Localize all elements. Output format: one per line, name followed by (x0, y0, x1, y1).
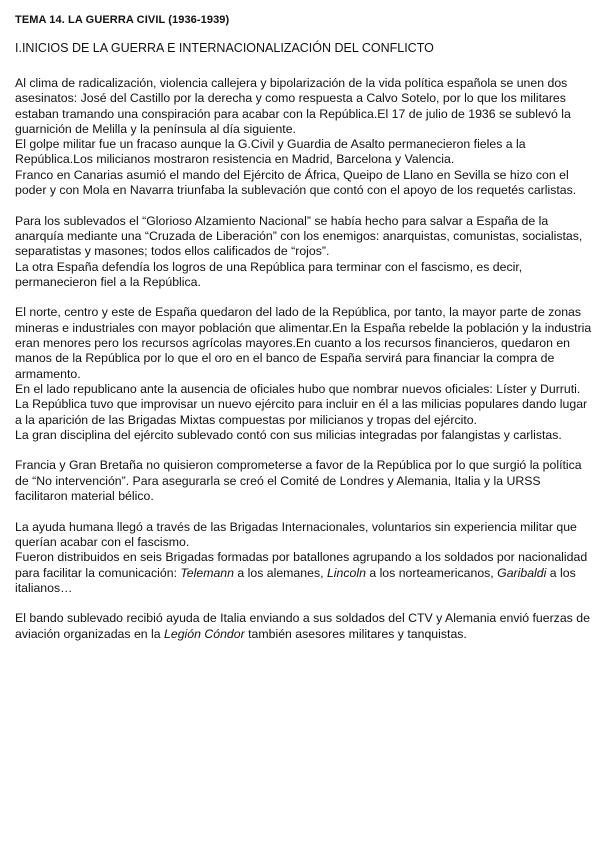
paragraph-gap (15, 443, 593, 458)
paragraph-territories: El norte, centro y este de España quedaron del lado de la República, por tanto, la mayor parte de zonas mineras e industriales con mayor población que alimentar.En la España rebelde la población y la industria eran menores pero los recursos agrícolas mayores.En cuanto a los recursos financieros, quedaron en manos de la República por lo que el oro en el banco de España servirá para financiar la compra de armamento. (15, 305, 592, 381)
paragraph-non-intervention: Francia y Gran Bretaña no quisieron comprometerse a favor de la República por lo que surgió la política de “No intervención”. Para asegurarla se creó el Comité de Londres y Alemania, Italia y la URSS facilitaron material bélico. (15, 458, 582, 504)
text-run: también asesores militares y tanquistas. (244, 626, 467, 641)
battalion-name: Lincoln (326, 565, 366, 580)
document-body (15, 76, 593, 642)
paragraph-other-spain: La otra España defendía los logros de una República para terminar con el fascismo, es decir, permanecieron fiel a la República. (15, 259, 523, 289)
legion-condor-name: Legión Cóndor (164, 626, 245, 641)
paragraph-discipline: La gran disciplina del ejército sublevado contó con sus milicias integradas por falangistas y carlistas. (15, 427, 562, 442)
paragraph-gap (15, 596, 593, 611)
paragraph-coup-failure: El golpe militar fue un fracaso aunque la G.Civil y Guardia de Asalto permanecieron fieles a la República.Los milicianos mostraron resistencia en Madrid, Barcelona y Valencia. (15, 137, 526, 167)
text-run: Fueron distribuidos en seis Brigadas formadas por batallones agrupando a los soldados por nacionalidad para facilitar la comunicación: (15, 550, 588, 580)
battalion-name: Garibaldi (497, 565, 547, 580)
paragraph-alzamiento: Para los sublevados el “Glorioso Alzamiento Nacional” se había hecho para salvar a España de la anarquía mediante una “Cruzada de Liberación” con los enemigos: anarquistas, comunistas, socialistas, separatistas y masones; todos ellos calificados de “rojos”. (15, 213, 583, 259)
paragraph-franco: Franco en Canarias asumió el mando del Ejército de África, Queipo de Llano en Sevilla se hizo con el poder y con Mola en Navarra triunfaba la sublevación que contó con el apoyo de los requetés carlistas. (15, 167, 577, 198)
paragraph-outbreak: Al clima de radicalización, violencia callejera y bipolarización de la vida política española se unen dos asesinatos: José del Castillo por la derecha y como respuesta a Calvo Sotelo, por lo que los militares estaban tramando una conspiración para acabar con la República.El 17 de julio de 1936 se sublevó la guarnición de Melilla y la península al día siguiente. (15, 76, 571, 136)
paragraph-gap (15, 290, 593, 305)
text-run: a los alemanes, (233, 565, 327, 580)
document-title: TEMA 14. LA GUERRA CIVIL (1936-1939) (15, 14, 230, 26)
section-heading: I.INICIOS DE LA GUERRA E INTERNACIONALIZACIÓN DEL CONFLICTO (15, 41, 434, 55)
text-run: a los italianos… (15, 565, 576, 595)
paragraph-foreign-aid (15, 611, 593, 642)
paragraph-international-brigades: La ayuda humana llegó a través de las Brigadas Internacionales, voluntarios sin experiencia militar que querían acabar con el fascismo. (15, 519, 577, 549)
paragraph-brigade-distribution (15, 550, 593, 596)
paragraph-gap (15, 504, 593, 519)
paragraph-officers: En el lado republicano ante la ausencia de oficiales hubo que nombrar nuevos oficiales: Líster y Durruti. (15, 381, 581, 396)
paragraph-gap (15, 198, 593, 213)
text-run: a los norteamericanos, (365, 565, 498, 580)
paragraph-mixed-brigades: La República tuvo que improvisar un nuevo ejército para incluir en él a las milicias populares dando lugar a la aparición de las Brigadas Mixtas compuestas por milicianos y tropas del ejército. (15, 397, 588, 427)
battalion-name: Telemann (180, 565, 234, 580)
text-run: El bando sublevado recibió ayuda de Italia enviando a sus soldados del CTV y Alemania envió fuerzas de aviación organizadas en la (15, 611, 590, 641)
